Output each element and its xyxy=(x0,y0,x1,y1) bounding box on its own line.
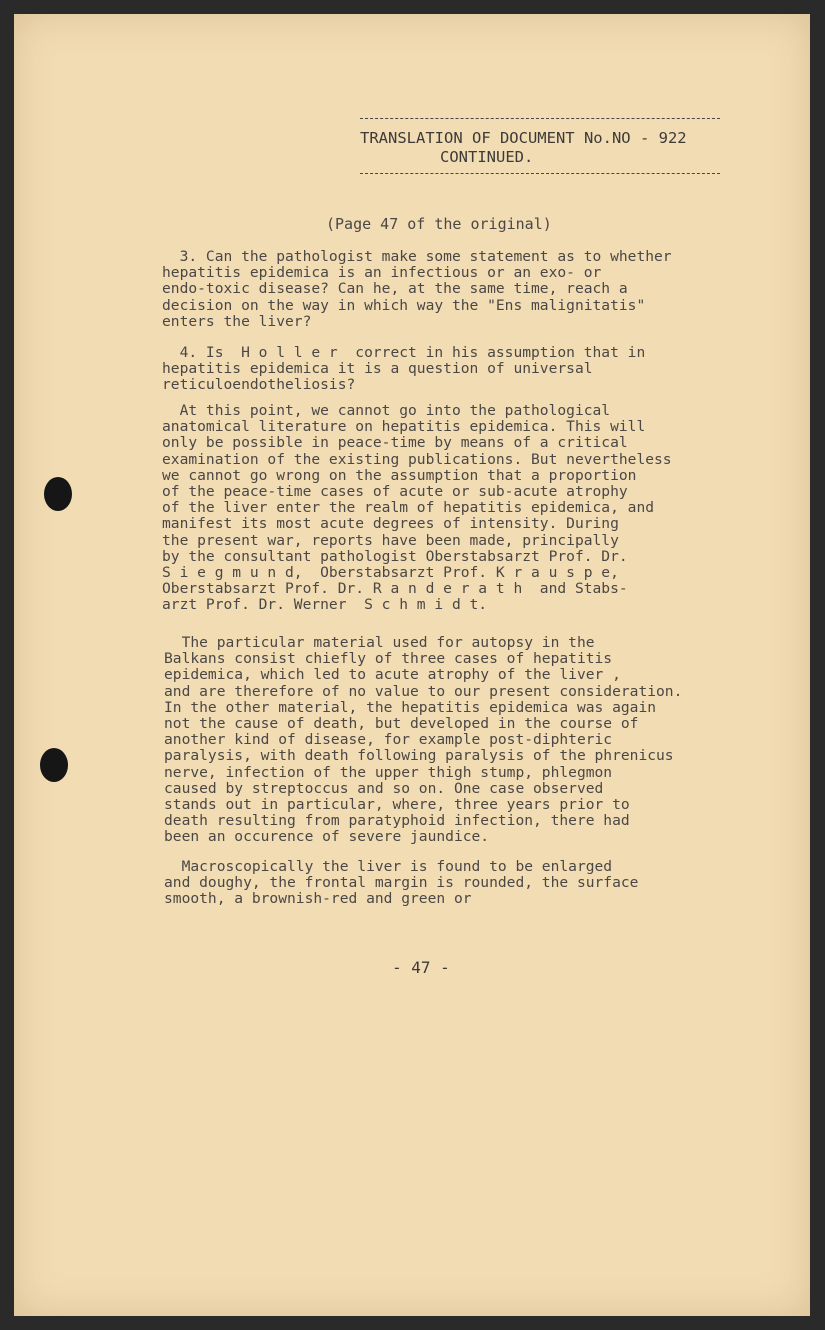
punch-hole-lower xyxy=(40,748,68,782)
paragraph-macroscopic: Macroscopically the liver is found to be enlarged and doughy, the frontal margin is rounded, the surface smooth, a brownish-red and green or xyxy=(164,858,639,908)
punch-hole-upper xyxy=(44,477,72,511)
header-subtitle: CONTINUED. xyxy=(440,148,534,166)
page-number: - 47 - xyxy=(392,958,450,977)
question-3: 3. Can the pathologist make some statement as to whether hepatitis epidemica is an infectious or an exo- or endo-toxic disease? Can he, at the same time, reach a decision on the way in which way the "Ens malignitatis" enters the liver? xyxy=(162,248,672,330)
paragraph-literature: At this point, we cannot go into the pathological anatomical literature on hepatitis epidemica. This will only be possible in peace-time by means of a critical examination of the existing publications. But nevertheless we cannot go wrong on the assumption that a proportion of the peace-time cases of acute or sub-acute atrophy of the liver enter the realm of hepatitis epidemica, and manifest its most acute degrees of intensity. During the present war, reports have been made, principally by the consultant pathologist Oberstabsarzt Prof. Dr. S i e g m u n d, Oberstabsarzt Prof. K r a u s p e, Oberstabsarzt Prof. Dr. R a n d e r a t h and Stabs- arzt Prof. Dr. Werner S c h m i d t. xyxy=(162,402,672,614)
page-reference: (Page 47 of the original) xyxy=(326,215,552,233)
document-header xyxy=(348,118,720,174)
header-rule-top xyxy=(360,118,720,119)
paragraph-material: The particular material used for autopsy in the Balkans consist chiefly of three cases of hepatitis epidemica, which led to acute atrophy of the liver , and are therefore of no value to our present consideration. In the other material, the hepatitis epidemica was again not the cause of death, but developed in the course of another kind of disease, for example post-diphteric paralysis, with death following paralysis of the phrenicus nerve, infection of the upper thigh stump, phlegmon caused by streptoccus and so on. One case observed stands out in particular, where, three years prior to death resulting from paratyphoid infection, there had been an occurence of severe jaundice. xyxy=(164,634,683,846)
header-rule-bottom xyxy=(360,173,720,174)
question-4: 4. Is H o l l e r correct in his assumption that in hepatitis epidemica it is a question of universal reticuloendotheliosis? xyxy=(162,344,646,394)
header-title: TRANSLATION OF DOCUMENT No.NO - 922 xyxy=(360,129,687,147)
